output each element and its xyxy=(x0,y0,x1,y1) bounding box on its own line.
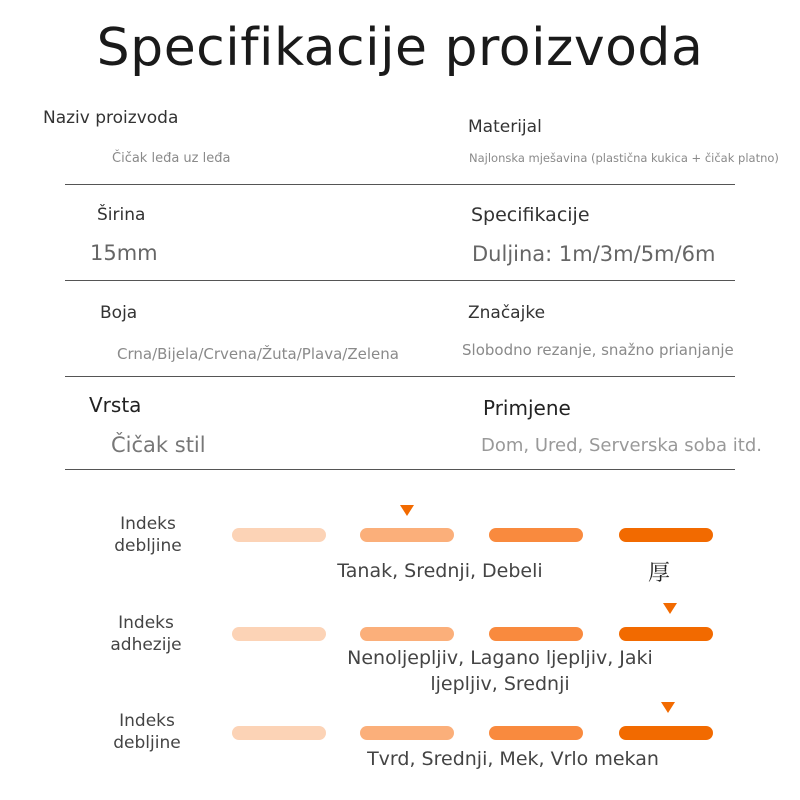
index-bar-level-3 xyxy=(489,528,583,542)
index-label: Indeks debljine xyxy=(113,711,181,753)
divider xyxy=(65,469,735,470)
index-label: Indeks adhezije xyxy=(110,613,182,655)
width-label: Širina xyxy=(97,205,146,225)
page-title: Specifikacije proizvoda xyxy=(96,18,704,78)
index-scale-text: Tvrd, Srednji, Mek, Vrlo mekan xyxy=(367,748,659,770)
type-value: Čičak stil xyxy=(111,433,206,457)
divider xyxy=(65,184,735,185)
product-name-value: Čičak leđa uz leđa xyxy=(112,151,231,166)
index-marker xyxy=(663,603,677,614)
application-label: Primjene xyxy=(483,396,571,420)
material-label: Materijal xyxy=(468,117,542,137)
color-value: Crna/Bijela/Crvena/Žuta/Plava/Zelena xyxy=(117,345,399,363)
index-bar-level-4 xyxy=(619,528,713,542)
application-value: Dom, Ured, Serverska soba itd. xyxy=(481,435,763,456)
product-name-label: Naziv proizvoda xyxy=(43,108,179,128)
divider xyxy=(65,280,735,281)
index-label: Indeks debljine xyxy=(114,514,182,556)
index-bar-level-1 xyxy=(232,726,326,740)
index-bar-level-4 xyxy=(619,627,713,641)
index-extra-text: 厚 xyxy=(648,561,671,586)
index-bar-level-1 xyxy=(232,627,326,641)
index-bar-level-3 xyxy=(489,726,583,740)
index-bar-level-2 xyxy=(360,726,454,740)
color-label: Boja xyxy=(100,303,138,323)
index-bar-level-2 xyxy=(360,528,454,542)
features-label: Značajke xyxy=(468,303,546,323)
features-value: Slobodno rezanje, snažno prianjanje xyxy=(462,341,734,359)
spec-label: Specifikacije xyxy=(471,204,590,226)
index-scale-text: Nenoljepljiv, Lagano ljepljiv, Jaki ljepljiv, Srednji xyxy=(347,647,653,695)
width-value: 15mm xyxy=(90,241,158,265)
index-marker xyxy=(661,702,675,713)
index-bar-level-1 xyxy=(232,528,326,542)
divider xyxy=(65,376,735,377)
index-marker xyxy=(400,505,414,516)
index-bar-level-4 xyxy=(619,726,713,740)
type-label: Vrsta xyxy=(89,393,142,417)
material-value: Najlonska mješavina (plastična kukica + čičak platno) xyxy=(469,151,779,165)
index-bar-level-3 xyxy=(489,627,583,641)
spec-value: Duljina: 1m/3m/5m/6m xyxy=(472,242,716,266)
index-bar-level-2 xyxy=(360,627,454,641)
index-scale-text: Tanak, Srednji, Debeli xyxy=(337,560,543,582)
